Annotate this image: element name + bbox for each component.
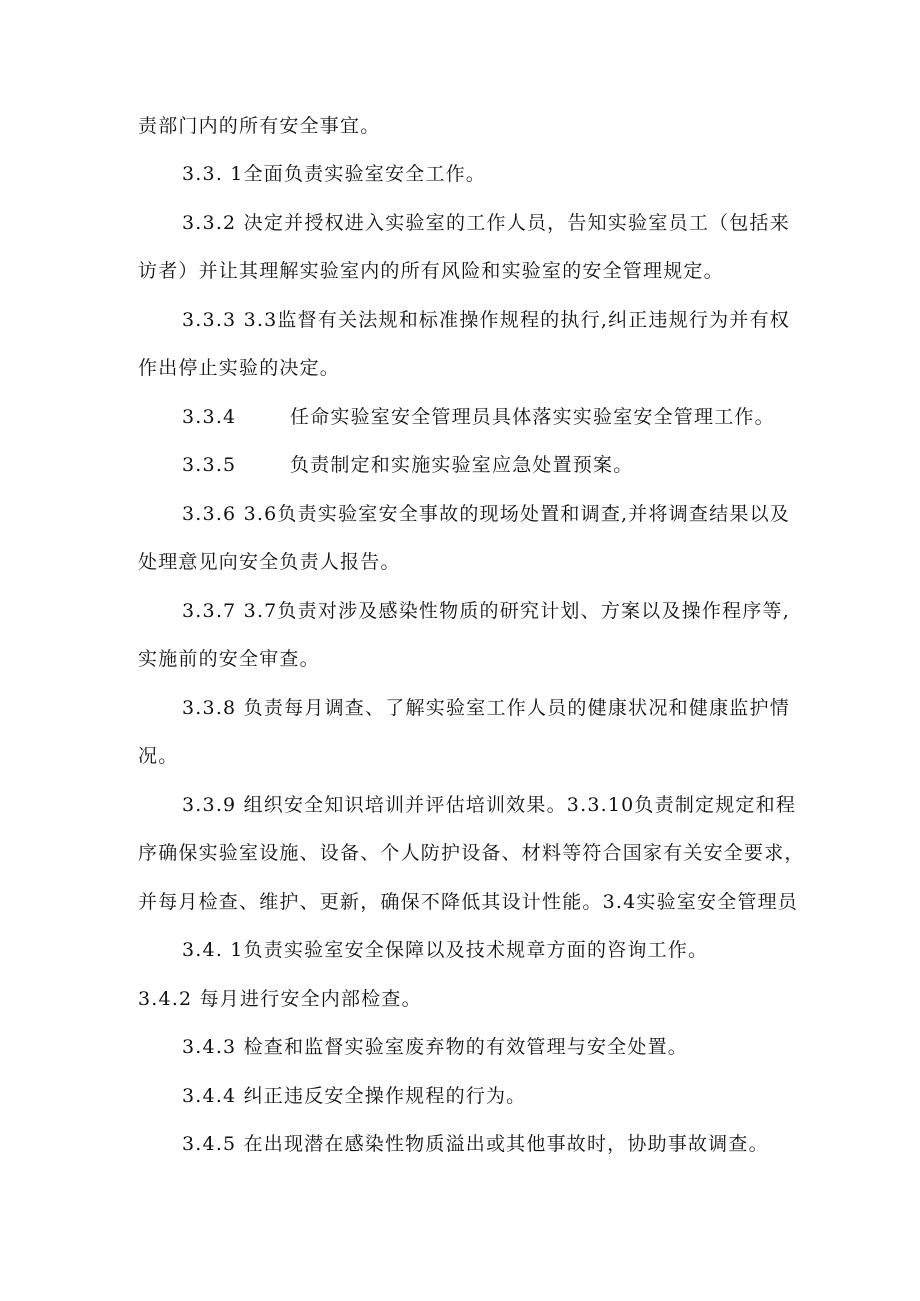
text-line: 3.4.3 检查和监督实验室废弃物的有效管理与安全处置。 [182, 1036, 688, 1058]
text-line: 3.3.6 3.6负责实验室安全事故的现场处置和调查,并将调查结果以及 [182, 503, 790, 525]
text-line: 序确保实验室设施、设备、个人防护设备、材料等符合国家有关安全要求， [138, 842, 805, 864]
text-line: 3.3.7 3.7负责对涉及感染性物质的研究计划、方案以及操作程序等, [182, 600, 790, 622]
text-line: 并每月检查、维护、更新，确保不降低其设计性能。3.4实验室安全管理员 [138, 891, 799, 913]
text-line: 访者）并让其理解实验室内的所有风险和实验室的安全管理规定。 [138, 260, 724, 282]
text-line: 3.4.4 纠正违反安全操作规程的行为。 [182, 1085, 527, 1107]
text-line: 作出停止实验的决定。 [138, 357, 341, 379]
section-number: 3.3.4 [182, 406, 237, 428]
text-line: 任命实验室安全管理员具体落实实验室安全管理工作。 [290, 406, 775, 428]
text-line: 3.3.8 负责每月调查、了解实验室工作人员的健康状况和健康监护情 [182, 697, 790, 719]
text-line: 处理意见向安全负责人报告。 [138, 551, 401, 573]
text-line: 3.3. 1全面负责实验室安全工作。 [182, 163, 486, 185]
text-line: 3.3.9 组织安全知识培训并评估培训效果。3.3.10负责制定规定和程 [182, 794, 797, 816]
text-line: 负责制定和实施实验室应急处置预案。 [290, 454, 634, 476]
text-line: 3.4. 1负责实验室安全保障以及技术规章方面的咨询工作。 [182, 939, 709, 961]
text-line: 3.3.2 决定并授权进入实验室的工作人员，告知实验室员工（包括来 [182, 212, 790, 234]
text-line: 3.3.3 3.3监督有关法规和标准操作规程的执行,纠正违规行为并有权 [182, 309, 790, 331]
text-line: 况。 [138, 745, 179, 767]
section-number: 3.3.5 [182, 454, 237, 476]
text-line: 实施前的安全审查。 [138, 648, 320, 670]
text-line: 3.4.2 每月进行安全内部检查。 [138, 988, 422, 1010]
text-line: 3.4.5 在出现潜在感染性物质溢出或其他事故时，协助事故调查。 [182, 1133, 769, 1155]
text-line: 责部门内的所有安全事宜。 [138, 115, 381, 137]
